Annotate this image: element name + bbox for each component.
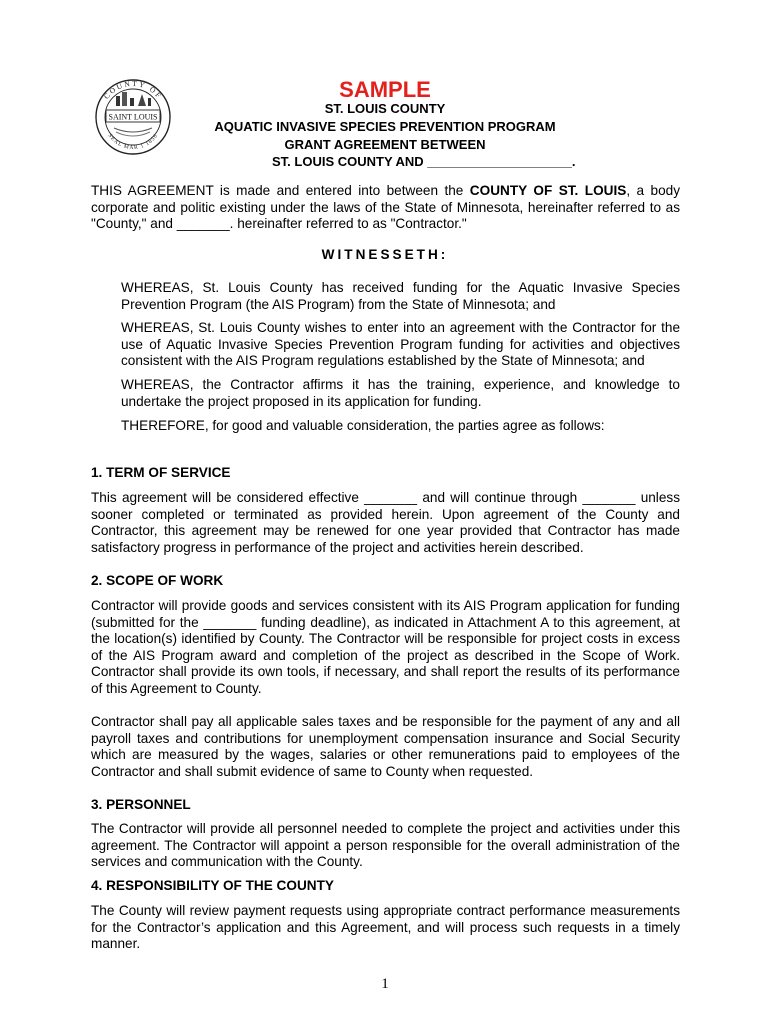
intro-paragraph xyxy=(91,183,680,233)
header-program: AQUATIC INVASIVE SPECIES PREVENTION PROGRAM xyxy=(214,119,556,134)
intro-text-2: , a body corporate and politic existing under the laws of the State of Minnesota, hereinafter referred to as "County," and _______. hereinafter referred to as "Contractor." xyxy=(91,183,680,231)
section-paragraph: This agreement will be considered effective _______ and will continue through _______ unless sooner completed or terminated as provided herein. Upon agreement of the County and Contractor, this agreement may be renewed for one year provided that Contractor has made satisfactory progress in performance of the project and activities herein described. xyxy=(91,490,680,555)
svg-text:SEAL MAR 1 1856: SEAL MAR 1 1856 xyxy=(106,132,160,152)
svg-text:COUNTY OF: COUNTY OF xyxy=(101,78,165,101)
intro-county-name: COUNTY OF ST. LOUIS xyxy=(469,183,627,198)
section-paragraph: Contractor shall pay all applicable sales taxes and be responsible for the payment of any and all payroll taxes and contributions for unemployment compensation insurance and Social Security which are measured by the wages, salaries or other remunerations paid to employees of the Contractor and shall submit evidence of same to County when requested. xyxy=(91,714,680,779)
header-agreement: GRANT AGREEMENT BETWEEN xyxy=(284,137,486,152)
section-heading: 3. PERSONNEL xyxy=(91,797,191,812)
intro-text-1: THIS AGREEMENT is made and entered into between the xyxy=(91,183,470,198)
page-number: 1 xyxy=(381,976,389,992)
witnesseth-heading: WITNESSETH: xyxy=(321,247,449,262)
section-heading: 1. TERM OF SERVICE xyxy=(91,465,231,480)
header-parties: ST. LOUIS COUNTY AND ____________________. xyxy=(272,154,576,169)
section-heading: 4. RESPONSIBILITY OF THE COUNTY xyxy=(91,878,334,893)
therefore-paragraph: THEREFORE, for good and valuable consideration, the parties agree as follows: xyxy=(121,418,605,433)
recital-paragraph: WHEREAS, St. Louis County wishes to enter into an agreement with the Contractor for the use of Aquatic Invasive Species Prevention Program funding for activities and objectives consistent with the AIS Program regulations established by the State of Minnesota; and xyxy=(121,320,680,368)
section-heading: 2. SCOPE OF WORK xyxy=(91,573,224,588)
recital-paragraph: WHEREAS, St. Louis County has received funding for the Aquatic Invasive Species Prevention Program (the AIS Program) from the State of Minnesota; and xyxy=(121,280,680,312)
header-county: ST. LOUIS COUNTY xyxy=(324,101,446,116)
svg-text:SAINT LOUIS: SAINT LOUIS xyxy=(108,112,158,122)
section-paragraph: Contractor will provide goods and services consistent with its AIS Program application for funding (submitted for the _______ funding deadline), as indicated in Attachment A to this agreement, at the location(s) identified by County. The Contractor will be responsible for project costs in excess of the AIS Program award and completion of the project as described in the Scope of Work. Contractor shall provide its own tools, if necessary, and shall report the results of its performance of this Agreement to County. xyxy=(91,598,680,696)
section-paragraph: The County will review payment requests using appropriate contract performance measurements for the Contractor’s application and this Agreement, and will process such requests in a timely manner. xyxy=(91,903,680,951)
section-paragraph: The Contractor will provide all personnel needed to complete the project and activities under this agreement. The Contractor will appoint a person responsible for the overall administration of the services and communication with the County. xyxy=(91,821,680,869)
recital-paragraph: WHEREAS, the Contractor affirms it has the training, experience, and knowledge to undertake the project proposed in its application for funding. xyxy=(121,377,680,409)
sample-watermark-title: SAMPLE xyxy=(339,77,431,102)
